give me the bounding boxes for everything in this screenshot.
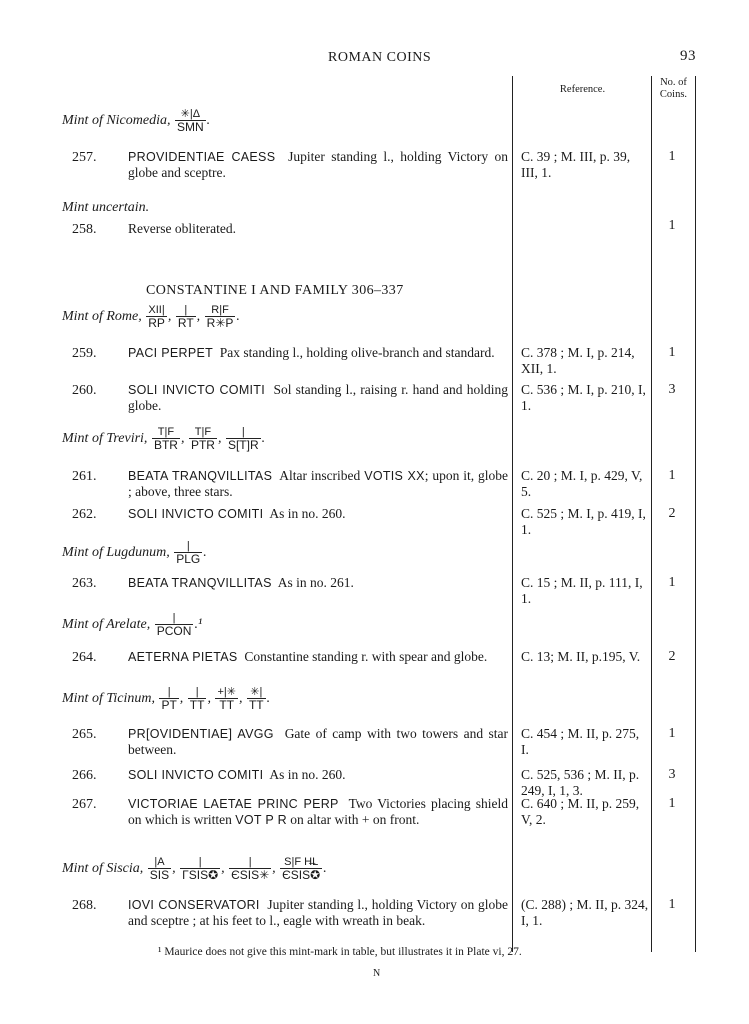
mint-arelate: Mint of Arelate, | PCON .¹ [62,612,203,638]
entry-count: 1 [668,796,676,811]
entry-description: IOVI CONSERVATORI Jupiter standing l., holding Victory on globe and sceptre ; at his feet to l., eagle with wreath in beak. [128,897,509,928]
entry-reference: (C. 288) ; M. II, p. 324, I, 1. [521,897,649,928]
entry-count: 1 [668,575,676,590]
page-number: 93 [680,48,696,64]
entry-reference: C. 536 ; M. I, p. 210, I, 1. [521,382,646,413]
coin-legend: SOLI INVICTO COMITI [128,383,266,397]
entry-reference: C. 525 ; M. I, p. 419, I, 1. [521,506,646,537]
count-column-header: No. of Coins. [659,77,688,100]
entry-reference: C. 13; M. II, p.195, V. [521,649,641,664]
entry-number: 267. [72,797,97,812]
entry-count: 3 [668,767,676,782]
mint-mark: | TT [189,686,205,712]
mint-mark: ✳|Δ SMN [177,108,204,134]
column-rule-left [512,76,513,952]
coin-legend: BEATA TRANQVILLITAS [128,576,272,590]
mint-mark: ✳| TT [248,686,264,712]
entry-number: 260. [72,383,97,398]
entry-description: PROVIDENTIAE CAESS Jupiter standing l., holding Victory on globe and sceptre. [128,149,508,180]
entry-description: BEATA TRANQVILLITAS Altar inscribed VOTIS XX; upon it, globe ; above, three stars. [128,468,508,499]
mint-mark: | PCON [156,612,192,638]
entry-reference: C. 15 ; M. II, p. 111, I, 1. [521,575,643,606]
mint-mark: T|F BTR [153,426,178,452]
entry-count: 1 [668,218,676,233]
entry-count: 2 [668,506,676,521]
entry-description: VICTORIAE LAETAE PRINC PERP Two Victories placing shield on which is written VOT P R on altar with + on front. [128,796,508,827]
entry-description: SOLI INVICTO COMITI Sol standing l., raising r. hand and holding globe. [128,382,508,413]
mint-mark: | ΓSIS✪ [182,856,219,882]
entry-count: 3 [668,382,676,397]
entry-reference: C. 525, 536 ; M. II, p. 249, I, 1, 3. [521,767,640,798]
footnote: ¹ Maurice does not give this mint-mark in table, but illustrates it in Plate vi, 27. [158,946,522,958]
mint-mark: +|✳ TT [217,686,236,712]
entry-description: Reverse obliterated. [128,221,236,236]
entry-description: PR[OVIDENTIAE] AVGG Gate of camp with two towers and star between. [128,726,509,757]
entry-description: PACI PERPET Pax standing l., holding olive-branch and standard. [128,345,495,360]
entry-number: 268. [72,898,97,913]
column-rule-mid [651,76,652,952]
entry-reference: C. 39 ; M. III, p. 39, III, 1. [521,149,631,180]
mint-uncertain: Mint uncertain. [62,200,150,215]
mint-mark: S|F H̶L ЄSIS✪ [282,856,321,882]
coin-legend: VICTORIAE LAETAE PRINC PERP [128,797,339,811]
mint-mark: | S[T]R [227,426,259,452]
section-title: CONSTANTINE I AND FAMILY 306–337 [146,283,404,298]
entry-description: AETERNA PIETAS Constantine standing r. with spear and globe. [128,649,488,664]
mint-mark: | PT [161,686,177,712]
mint-mark: $\frac{R|F}{R✳P}$ [206,304,234,330]
entry-description: SOLI INVICTO COMITI As in no. 260. [128,767,346,782]
mint-mark: XII| RP [148,304,165,330]
entry-number: 263. [72,576,97,591]
coin-inscription: VOT P R [235,813,287,827]
entry-number: 261. [72,469,97,484]
entry-count: 1 [668,345,676,360]
mint-mark: | PLG [176,540,201,566]
entry-count: 2 [668,649,676,664]
coin-legend: AETERNA PIETAS [128,650,238,664]
mint-lugdunum: Mint of Lugdunum, | PLG . [62,540,207,566]
running-head: ROMAN COINS [328,50,432,65]
mint-mark: | ЄSIS✳ [231,856,270,882]
entry-reference: C. 378 ; M. I, p. 214, XII, 1. [521,345,635,376]
entry-count: 1 [668,468,676,483]
coin-legend: IOVI CONSERVATORI [128,898,260,912]
entry-number: 258. [72,222,97,237]
coin-legend: PROVIDENTIAE CAESS [128,150,276,164]
entry-number: 262. [72,507,97,522]
coin-legend: SOLI INVICTO COMITI [128,507,264,521]
mint-rome: Mint of Rome, XII| RP , | RT , $\frac{R|F}{R✳P}$ . [62,304,240,330]
entry-description: BEATA TRANQVILLITAS As in no. 261. [128,575,354,590]
entry-count: 1 [668,149,676,164]
signature-mark: N [373,968,381,979]
entry-count: 1 [668,726,676,741]
entry-reference: C. 640 ; M. II, p. 259, V, 2. [521,796,640,827]
entry-count: 1 [668,897,676,912]
column-rule-right [695,76,696,952]
mint-ticinum: Mint of Ticinum, | PT , | TT , +|✳ TT , ✳| TT . [62,686,271,712]
entry-number: 257. [72,150,97,165]
entry-number: 265. [72,727,97,742]
reference-column-header: Reference. [559,84,606,95]
entry-description: SOLI INVICTO COMITI As in no. 260. [128,506,346,521]
mint-mark: T|F PTR [190,426,215,452]
entry-number: 266. [72,768,97,783]
coin-inscription: VOTIS XX [364,469,425,483]
entry-reference: C. 20 ; M. I, p. 429, V, 5. [521,468,643,499]
mint-siscia: Mint of Siscia, |A SIS , | ΓSIS✪ , | ЄSIS✳ , S|F H̶L ЄSIS✪ . [62,856,327,882]
entry-number: 264. [72,650,97,665]
mint-mark: |A SIS [149,856,170,882]
entry-reference: C. 454 ; M. II, p. 275, I. [521,726,640,757]
coin-legend: PR[OVIDENTIAE] AVGG [128,727,274,741]
mint-nicomedia: Mint of Nicomedia, ✳|Δ SMN . [62,108,211,134]
coin-legend: SOLI INVICTO COMITI [128,768,264,782]
coin-legend: BEATA TRANQVILLITAS [128,469,273,483]
entry-number: 259. [72,346,97,361]
mint-treviri: Mint of Treviri, T|F BTR , T|F PTR , | S[T]R . [62,426,266,452]
mint-mark: | RT [177,304,194,330]
coin-legend: PACI PERPET [128,346,214,360]
